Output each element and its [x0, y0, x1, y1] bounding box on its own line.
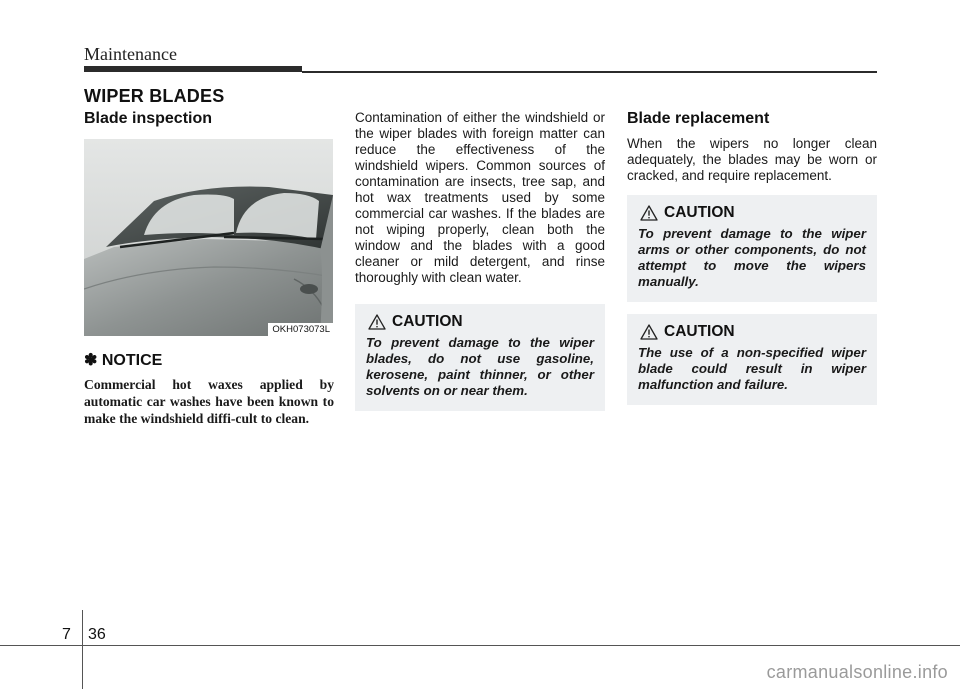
warning-triangle-icon: [368, 314, 386, 330]
caution-box-non-specified-blade: [627, 314, 877, 405]
warning-triangle-icon: [640, 324, 658, 340]
caution-title: CAUTION: [664, 323, 735, 340]
caution-header: [638, 323, 866, 341]
page-title: WIPER BLADES: [84, 86, 225, 106]
replacement-paragraph: When the wipers no longer clean adequately, the blades may be worn or cracked, and require replacement.: [627, 136, 877, 183]
footer-vertical-rule: [82, 610, 83, 689]
chapter-number: 7: [62, 626, 71, 643]
footer-rule: [0, 645, 960, 646]
contamination-paragraph: Contamination of either the windshield or the wiper blades with foreign matter can reduce the effectiveness of the windshield wipers. Common sources of contamination are insects, tree sap, and hot wax treatments used by some commercial car washes. If the blades are not wiping properly, clean both the window and the blades with a good cleaner or mild detergent, and rinse thoroughly with clean water.: [355, 110, 605, 285]
section-label: Maintenance: [84, 44, 177, 64]
caution-header: [366, 313, 594, 331]
heading-blade-replacement: Blade replacement: [627, 110, 770, 127]
caution-box-solvents: [355, 304, 605, 411]
header-rule-thin: [302, 71, 877, 73]
header-rule-thick: [84, 66, 302, 72]
caution-box-move-wipers: [627, 195, 877, 302]
caution-body: To prevent damage to the wiper blades, do not use gasoline, kerosene, paint thinner, or other solvents on or near them.: [366, 335, 594, 398]
column-blade-replacement: [627, 110, 877, 405]
caution-header: [638, 204, 866, 222]
car-windshield-illustration: [84, 139, 333, 336]
caution-body: To prevent damage to the wiper arms or other components, do not attempt to move the wipers manually.: [638, 226, 866, 289]
column-contamination: [355, 110, 605, 411]
figure-code: OKH073073L: [268, 323, 333, 336]
column-blade-inspection: [84, 110, 334, 427]
caution-body: The use of a non-specified wiper blade could result in wiper malfunction and failure.: [638, 345, 866, 392]
page-number: 36: [88, 626, 106, 643]
caution-title: CAUTION: [392, 313, 463, 330]
watermark: carmanualsonline.info: [766, 662, 948, 682]
warning-triangle-icon: [640, 205, 658, 221]
notice-body: Commercial hot waxes applied by automatic car washes have been known to make the windshield diffi-cult to clean.: [84, 377, 334, 426]
heading-blade-inspection: Blade inspection: [84, 110, 213, 127]
notice-title: ✽ NOTICE: [84, 352, 163, 369]
caution-title: CAUTION: [664, 204, 735, 221]
windshield-photo: [84, 139, 333, 336]
